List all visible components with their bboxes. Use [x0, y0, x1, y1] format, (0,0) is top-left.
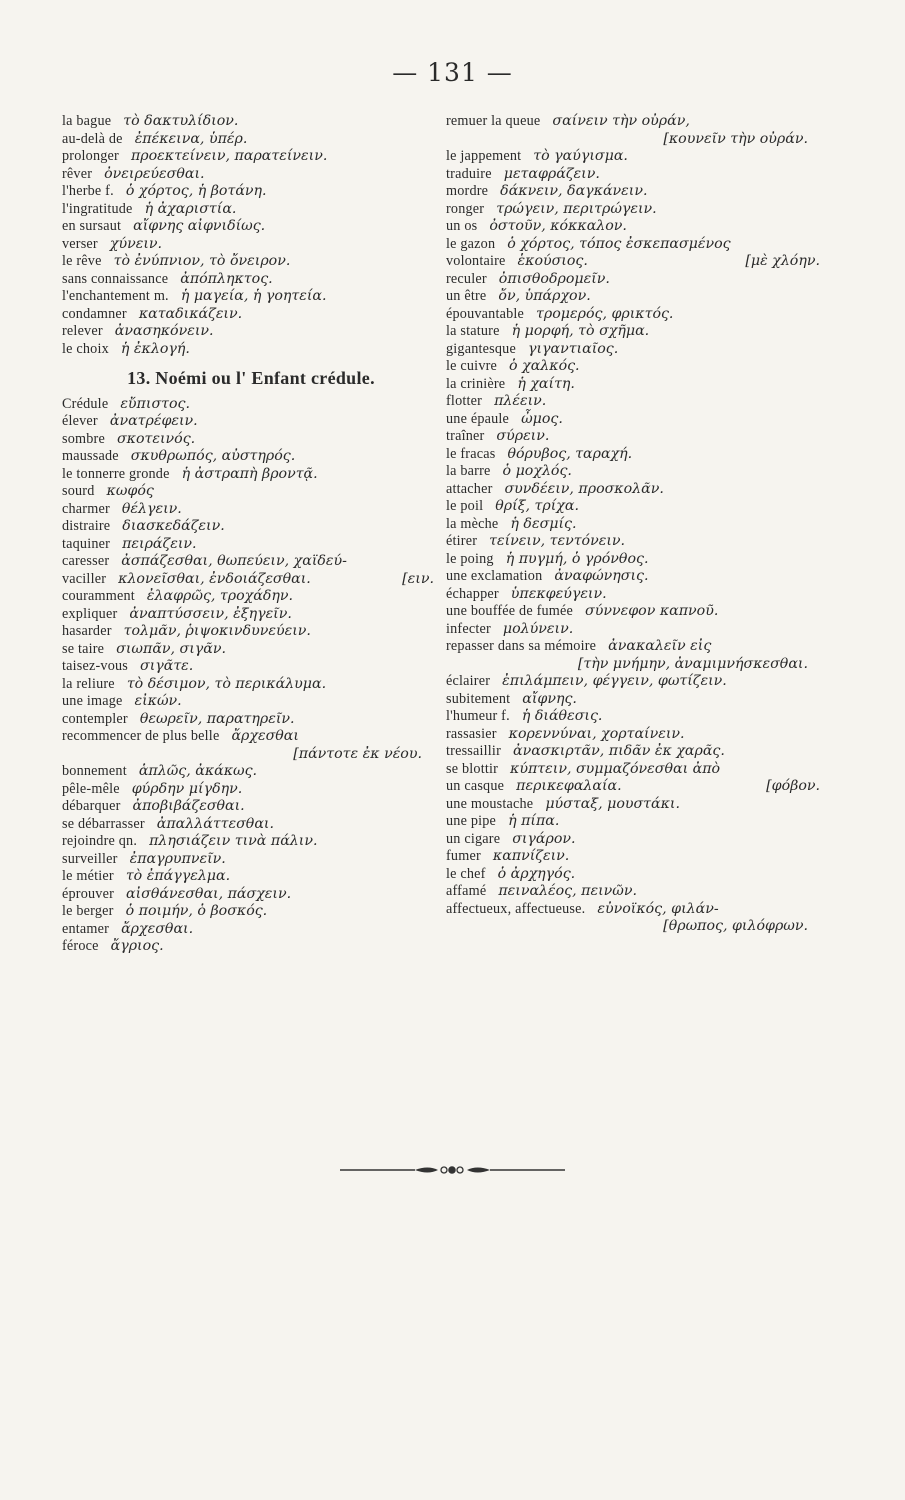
french-term: le gazon [446, 235, 496, 252]
greek-translation: ὁ μοχλός. [502, 463, 572, 479]
vocab-entry [446, 778, 826, 796]
vocab-continuation: [κουνεῖν τὴν οὐράν. [663, 130, 808, 147]
vocab-entry [446, 288, 826, 306]
line-continuation-tail: [φόβον. [766, 778, 820, 794]
vocab-entry [62, 816, 440, 834]
french-term: charmer [62, 500, 110, 517]
vocab-entry [62, 693, 440, 711]
vocab-entry [446, 253, 826, 271]
french-term: tressaillir [446, 743, 501, 759]
french-term: vaciller [62, 570, 107, 587]
french-term: repasser dans sa mémoire [446, 638, 597, 654]
french-term: le cuivre [446, 358, 498, 374]
vocab-entry [446, 743, 826, 761]
vocab-entry [62, 288, 440, 306]
vocab-entry [446, 831, 826, 849]
french-term: une image [62, 693, 123, 709]
french-term: se blottir [446, 760, 499, 777]
vocab-entry [62, 448, 440, 466]
greek-translation: ὦμος. [521, 410, 563, 427]
french-term: le fracas [446, 445, 496, 462]
french-term: affamé [446, 883, 487, 899]
vocab-entry [62, 306, 440, 324]
greek-translation: ἀναπτύσσειν, ἐξηγεῖν. [129, 605, 292, 622]
vocab-entry [446, 796, 826, 814]
french-term: mordre [446, 183, 489, 199]
french-term: remuer la queue [446, 113, 541, 129]
greek-translation: ὀνειρεύεσθαι. [104, 165, 205, 182]
greek-translation: ἡ ἀστραπὴ βροντᾷ. [181, 465, 318, 482]
greek-translation: ἡ μαγεία, ἡ γοητεία. [180, 288, 327, 304]
greek-translation: ἡ πυγμή, ὁ γρόνθος. [505, 550, 649, 567]
french-term: un os [446, 218, 478, 234]
greek-translation: ἑκούσιος. [517, 253, 588, 269]
vocab-entry [446, 358, 826, 376]
vocab-entry [62, 271, 440, 289]
vocab-entry [446, 568, 826, 586]
french-term: l'herbe f. [62, 183, 114, 199]
french-term: l'humeur f. [446, 708, 510, 724]
french-term: attacher [446, 480, 493, 497]
left-column [62, 113, 440, 956]
french-term: une épaule [446, 410, 510, 427]
french-term: un être [446, 288, 487, 304]
vocab-entry [446, 498, 826, 516]
greek-translation: ὀστοῦν, κόκκαλον. [489, 218, 627, 234]
french-term: le choix [62, 340, 109, 357]
french-term: flotter [446, 393, 483, 409]
greek-translation: αἴφνης. [522, 690, 577, 707]
french-term: le tonnerre gronde [62, 465, 170, 482]
vocab-entry [62, 148, 440, 166]
french-term: élever [62, 413, 98, 429]
vocab-entry [62, 781, 440, 799]
vocab-entry [62, 711, 440, 729]
french-term: éclairer [446, 673, 491, 689]
vocab-entry [446, 411, 826, 429]
greek-translation: θόρυβος, ταραχή. [507, 445, 633, 462]
vocab-continuation: [πάντοτε ἐκ νέου. [293, 745, 422, 762]
greek-translation: αἴφνης αἰφνιδίως. [133, 218, 266, 234]
vocab-entry [62, 676, 440, 694]
french-term: une pipe [446, 813, 497, 829]
french-term: l'ingratitude [62, 200, 133, 217]
greek-translation: φύρδην μίγδην. [131, 780, 243, 797]
vocab-entry [62, 553, 440, 571]
vocab-entry [446, 376, 826, 394]
vocab-entry [446, 813, 826, 831]
vocab-entry [62, 728, 440, 746]
greek-translation: πλέειν. [494, 393, 547, 409]
greek-translation: αἰσθάνεσθαι, πάσχειν. [126, 885, 292, 902]
french-term: la barre [446, 463, 491, 479]
greek-translation: προεκτείνειν, παρατείνειν. [130, 148, 328, 164]
page-number: — 131 — [392, 58, 513, 87]
french-term: sourd [62, 483, 95, 499]
vocab-entry [62, 798, 440, 816]
greek-translation: μύσταξ, μουστάκι. [545, 795, 680, 812]
greek-translation: ὑπεκφεύγειν. [510, 585, 607, 602]
greek-translation: κύπτειν, συμμαζόνεσθαι ἀπὸ [510, 760, 721, 777]
french-term: distraire [62, 518, 111, 534]
vocab-entry [62, 218, 440, 236]
greek-translation: γιγαντιαῖος. [527, 340, 619, 357]
vocab-list-top [62, 113, 440, 358]
french-term: sombre [62, 430, 105, 447]
vocab-entry [446, 393, 826, 411]
greek-translation: ἡ μορφή, τὸ σχῆμα. [511, 323, 650, 339]
vocab-entry [62, 833, 440, 851]
french-term: ronger [446, 200, 485, 217]
greek-translation: ἀνατρέφειν. [109, 413, 198, 429]
greek-translation: ἡ ἐκλογή. [120, 340, 190, 357]
vocab-entry [446, 691, 826, 709]
vocab-entry [446, 901, 826, 919]
greek-translation: ὀπισθοδρομεῖν. [498, 270, 610, 287]
greek-translation: τὸ ἐνύπνιον, τὸ ὄνειρον. [113, 253, 291, 269]
french-term: condamner [62, 305, 127, 322]
french-term: débarquer [62, 798, 121, 814]
greek-translation: εὔπιστος. [120, 395, 190, 412]
vocab-entry [62, 536, 440, 554]
vocab-entry [62, 396, 440, 414]
french-term: un casque [446, 778, 505, 794]
greek-translation: δάκνειν, δαγκάνειν. [500, 183, 648, 199]
french-term: sans connaissance [62, 270, 169, 287]
french-term: l'enchantement m. [62, 288, 169, 304]
vocab-continuation: [θρωπος, φιλόφρων. [663, 918, 808, 934]
french-term: taquiner [62, 535, 111, 552]
vocab-entry [446, 638, 826, 656]
french-term: féroce [62, 938, 99, 954]
greek-translation: ὁ χόρτος, ἡ βοτάνη. [125, 183, 267, 199]
greek-translation: ὁ ποιμήν, ὁ βοσκός. [125, 903, 268, 919]
vocab-entry [62, 571, 440, 589]
greek-translation: ὁ χόρτος, τόπος ἐσκεπασμένος [507, 235, 731, 252]
vocab-entry [62, 501, 440, 519]
vocab-entry [446, 201, 826, 219]
vocab-entry [446, 673, 826, 691]
french-term: couramment [62, 588, 135, 604]
french-term: Crédule [62, 395, 109, 412]
french-term: la reliure [62, 675, 115, 692]
french-term: le métier [62, 868, 114, 884]
greek-translation: σκυθρωπός, αὐστηρός. [130, 448, 296, 464]
vocab-entry [446, 761, 826, 779]
vocab-entry [62, 323, 440, 341]
greek-translation: κορεννύναι, χορταίνειν. [508, 725, 685, 742]
vocab-list-bottom [62, 396, 440, 956]
french-term: une exclamation [446, 568, 543, 584]
vocab-entry [62, 413, 440, 431]
vocab-entry [446, 603, 826, 621]
french-term: traîner [446, 428, 485, 444]
greek-translation: τὸ δακτυλίδιον. [123, 113, 239, 129]
greek-translation: πειναλέος, πεινῶν. [498, 883, 637, 899]
right-column [446, 113, 826, 936]
vocab-entry [62, 658, 440, 676]
vocab-entry [62, 466, 440, 484]
french-term: le poing [446, 550, 494, 567]
vocab-entry [446, 883, 826, 901]
french-term: la bague [62, 113, 112, 129]
greek-translation: πλησιάζειν τινὰ πάλιν. [149, 833, 318, 849]
vocab-entry [62, 166, 440, 184]
french-term: reculer [446, 270, 487, 287]
greek-translation: ἀσπάζεσθαι, θωπεύειν, χαϊδεύ- [121, 553, 347, 569]
greek-translation: ἀνακαλεῖν εἰς [608, 638, 712, 654]
section-title: 13. Noémi ou l' Enfant crédule. [127, 368, 375, 388]
vocab-entry [62, 236, 440, 254]
vocab-entry [62, 886, 440, 904]
vocab-entry [62, 868, 440, 886]
french-term: un cigare [446, 830, 501, 847]
greek-translation: τὸ ἐπάγγελμα. [125, 868, 231, 884]
line-continuation-tail: [μὲ χλόην. [745, 253, 820, 269]
vocab-list-right [446, 113, 826, 936]
vocab-entry [446, 516, 826, 534]
vocab-entry [446, 463, 826, 481]
french-term: surveiller [62, 850, 118, 867]
greek-translation: ὁ χαλκός. [509, 358, 580, 374]
greek-translation: ὄν, ὑπάρχον. [498, 288, 591, 304]
french-term: infecter [446, 620, 491, 637]
french-term: volontaire [446, 253, 506, 269]
vocab-entry [446, 218, 826, 236]
greek-translation: συνδέειν, προσκολᾶν. [504, 480, 664, 497]
french-term: le berger [62, 903, 114, 919]
vocab-entry [62, 588, 440, 606]
greek-translation: σιγάρον. [512, 830, 576, 847]
vocab-entry [446, 726, 826, 744]
greek-translation: σιωπᾶν, σιγᾶν. [116, 640, 226, 657]
french-term: une moustache [446, 795, 534, 812]
greek-translation: ἐλαφρῶς, τροχάδην. [146, 588, 294, 604]
vocab-entry [62, 431, 440, 449]
vocab-entry [62, 763, 440, 781]
french-term: entamer [62, 920, 110, 937]
vocab-continuation: [τὴν μνήμην, ἀναμιμνήσκεσθαι. [577, 655, 808, 672]
french-term: étirer [446, 533, 478, 549]
greek-translation: καπνίζειν. [492, 848, 570, 864]
french-term: verser [62, 235, 98, 252]
greek-translation: ἀπόπληκτος. [180, 270, 273, 287]
vocab-entry [62, 131, 440, 149]
vocab-entry [446, 481, 826, 499]
greek-translation: τὸ δέσιμον, τὸ περικάλυμα. [126, 675, 327, 692]
greek-translation: χύνειν. [109, 235, 163, 252]
vocab-entry [446, 271, 826, 289]
greek-translation: ἀποβιβάζεσθαι. [132, 798, 245, 814]
french-term: se débarrasser [62, 815, 145, 832]
ornament-divider [340, 1163, 565, 1177]
vocab-entry [62, 921, 440, 939]
greek-translation: ἀπαλλάττεσθαι. [156, 815, 275, 832]
french-term: expliquer [62, 605, 118, 622]
greek-translation: ἄρχεσθαι [231, 728, 299, 744]
vocab-entry [446, 848, 826, 866]
greek-translation: ἀναφώνησις. [554, 568, 649, 584]
vocab-entry [62, 201, 440, 219]
vocab-entry [446, 621, 826, 639]
vocab-entry [62, 903, 440, 921]
greek-translation: σαίνειν τὴν οὐράν, [552, 113, 690, 129]
greek-translation: σιγᾶτε. [140, 658, 194, 674]
greek-translation: σύρειν. [496, 428, 550, 444]
vocab-entry [446, 533, 826, 551]
greek-translation: ἄγριος. [110, 938, 164, 954]
greek-translation: ἐπιλάμπειν, φέγγειν, φωτίζειν. [502, 673, 727, 689]
vocab-entry [446, 236, 826, 254]
greek-translation: ἡ διάθεσις. [521, 708, 603, 724]
greek-translation: θέλγειν. [121, 500, 182, 517]
vocab-entry [446, 446, 826, 464]
french-term: affectueux, affectueuse. [446, 900, 586, 917]
french-term: le poil [446, 498, 484, 514]
greek-translation: ὁ ἀρχηγός. [497, 865, 576, 882]
french-term: pêle-mêle [62, 780, 120, 797]
line-continuation-tail: [ειν. [402, 570, 434, 587]
french-term: au-delà de [62, 130, 123, 147]
french-term: éprouver [62, 885, 115, 902]
greek-translation: τολμᾶν, ῥιψοκινδυνεύειν. [123, 623, 311, 639]
vocab-entry [446, 428, 826, 446]
vocab-entry [446, 708, 826, 726]
french-term: le jappement [446, 148, 522, 164]
greek-translation: ἄρχεσθαι. [121, 920, 194, 937]
vocab-entry [446, 323, 826, 341]
greek-translation: ἡ χαίτη. [517, 375, 575, 392]
french-term: bonnement [62, 763, 127, 779]
vocab-entry [62, 518, 440, 536]
vocab-entry [446, 551, 826, 569]
vocab-entry [446, 148, 826, 166]
greek-translation: πειράζειν. [122, 535, 197, 552]
greek-translation: ἡ ἀχαριστία. [144, 200, 237, 217]
greek-translation: θεωρεῖν, παρατηρεῖν. [139, 710, 295, 727]
greek-translation: ἡ δεσμίς. [510, 515, 577, 532]
french-term: le chef [446, 865, 486, 882]
greek-translation: εἰκών. [134, 693, 182, 709]
vocab-entry [446, 586, 826, 604]
french-term: rassasier [446, 725, 497, 742]
greek-translation: καταδικάζειν. [138, 305, 243, 322]
vocab-entry [446, 183, 826, 201]
french-term: la crinière [446, 375, 506, 392]
french-term: recommencer de plus belle [62, 728, 220, 744]
vocab-entry [62, 606, 440, 624]
greek-translation: τρομερός, φρικτός. [536, 305, 674, 322]
french-term: gigantesque [446, 340, 516, 357]
vocab-entry [446, 306, 826, 324]
greek-translation: κλονεῖσθαι, ἐνδοιάζεσθαι. [118, 570, 311, 587]
greek-translation: μεταφράζειν. [503, 165, 600, 182]
french-term: subitement [446, 690, 511, 707]
french-term: traduire [446, 165, 492, 182]
french-term: fumer [446, 848, 481, 864]
french-term: hasarder [62, 623, 112, 639]
french-term: rêver [62, 165, 93, 182]
vocab-entry [62, 113, 440, 131]
french-term: caresser [62, 553, 110, 569]
vocab-entry [446, 113, 826, 131]
french-term: épouvantable [446, 305, 525, 322]
french-term: en sursaut [62, 218, 122, 234]
french-term: se taire [62, 640, 105, 657]
greek-translation: τὸ γαύγισμα. [533, 148, 628, 164]
vocab-entry [62, 483, 440, 501]
french-term: contempler [62, 710, 128, 727]
vocab-entry [62, 938, 440, 956]
greek-translation: ἁπλῶς, ἀκάκως. [138, 763, 258, 779]
french-term: la stature [446, 323, 500, 339]
greek-translation: κωφός [106, 483, 154, 499]
french-term: maussade [62, 448, 119, 464]
french-term: la mèche [446, 515, 499, 532]
french-term: échapper [446, 585, 499, 602]
greek-translation: περικεφαλαία. [516, 778, 622, 794]
french-term: taisez-vous [62, 658, 129, 674]
vocab-entry [62, 253, 440, 271]
greek-translation: θρίξ, τρίχα. [495, 498, 579, 514]
vocab-entry [446, 166, 826, 184]
greek-translation: τείνειν, τεντόνειν. [489, 533, 626, 549]
greek-translation: εὐνοϊκός, φιλάν- [597, 900, 719, 917]
greek-translation: σκοτεινός. [116, 430, 196, 447]
vocab-entry [62, 183, 440, 201]
greek-translation: τρώγειν, περιτρώγειν. [496, 200, 657, 217]
greek-translation: ἐπαγρυπνεῖν. [129, 850, 226, 867]
vocab-entry [446, 866, 826, 884]
greek-translation: μολύνειν. [502, 620, 574, 637]
french-term: relever [62, 323, 103, 339]
french-term: rejoindre qn. [62, 833, 138, 849]
vocab-entry [62, 341, 440, 359]
vocab-entry [62, 623, 440, 641]
vocab-entry [62, 641, 440, 659]
vocab-entry [62, 851, 440, 869]
greek-translation: ἡ πίπα. [508, 813, 560, 829]
french-term: une bouffée de fumée [446, 603, 574, 619]
french-term: le rêve [62, 253, 102, 269]
greek-translation: ἐπέκεινα, ὑπέρ. [134, 130, 248, 147]
greek-translation: ἀνασηκόνειν. [114, 323, 214, 339]
greek-translation: ἀνασκιρτᾶν, πιδᾶν ἐκ χαρᾶς. [513, 743, 725, 759]
greek-translation: σύννεφον καπνοῦ. [585, 603, 719, 619]
french-term: prolonger [62, 148, 119, 164]
greek-translation: διασκεδάζειν. [122, 518, 225, 534]
vocab-entry [446, 341, 826, 359]
